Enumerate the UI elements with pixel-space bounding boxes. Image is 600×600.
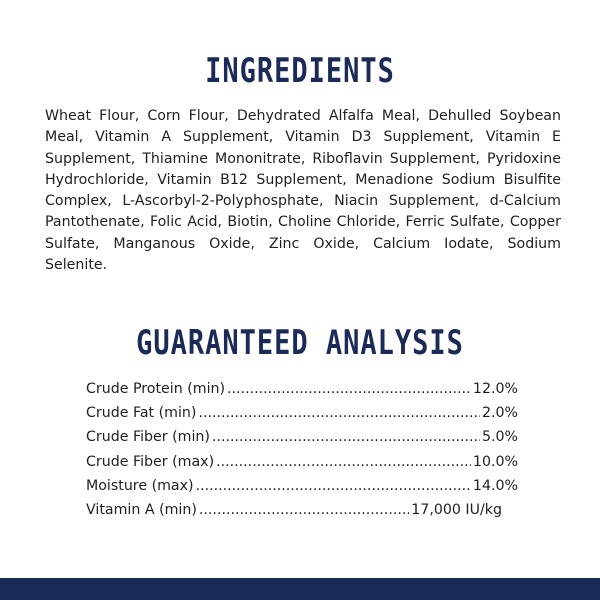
analysis-value: 17,000 IU/kg (411, 501, 502, 518)
analysis-label: Crude Fiber (min) (86, 429, 210, 446)
analysis-value: 12.0% (472, 381, 518, 397)
bottom-accent-bar (0, 578, 600, 600)
dot-leader (227, 377, 471, 401)
dot-leader (196, 474, 471, 498)
analysis-row-crude-protein-min (86, 377, 518, 401)
analysis-label: Vitamin A (min) (86, 501, 197, 518)
analysis-row-crude-fiber-max (86, 450, 518, 474)
dot-leader (212, 425, 480, 449)
analysis-row-vitamin-a-min (86, 498, 502, 522)
dot-leader (199, 498, 409, 522)
analysis-label: Crude Fiber (max) (86, 453, 215, 470)
analysis-row-crude-fat-min (86, 401, 518, 425)
ingredients-heading: INGREDIENTS (205, 52, 395, 91)
guaranteed-analysis-heading: GUARANTEED ANALYSIS (136, 324, 464, 363)
analysis-value: 2.0% (481, 405, 518, 422)
dot-leader (198, 401, 480, 425)
guaranteed-analysis-table (86, 377, 518, 522)
analysis-value: 10.0% (472, 453, 518, 470)
analysis-value: 14.0% (472, 477, 518, 494)
dot-leader (216, 450, 471, 474)
analysis-label: Crude Protein (min) (86, 381, 226, 397)
analysis-label: Crude Fat (min) (86, 405, 197, 422)
analysis-value: 5.0% (481, 429, 518, 446)
analysis-row-moisture-max (86, 474, 518, 498)
ingredients-list: Wheat Flour, Corn Flour, Dehydrated Alfalfa Meal, Dehulled Soybean Meal, Vitamin A Supplement, Vitamin D3 Supplement, Vitamin E Supplement, Thiamine Mononitrate, Riboflavin Supplement, Pyridoxine Hydrochloride, Vitamin B12 Supplement, Menadione Sodium Bisulfite Complex, L-Ascorbyl-2-Polyphosphate, Niacin Supplement, d-Calcium Pantothenate, Folic Acid, Biotin, Choline Chloride, Ferric Sulfate, Copper Sulfate, Manganous Oxide, Zinc Oxide, Calcium Iodate, Sodium Selenite. (45, 108, 561, 274)
analysis-label: Moisture (max) (86, 477, 194, 494)
analysis-row-crude-fiber-min (86, 425, 518, 449)
